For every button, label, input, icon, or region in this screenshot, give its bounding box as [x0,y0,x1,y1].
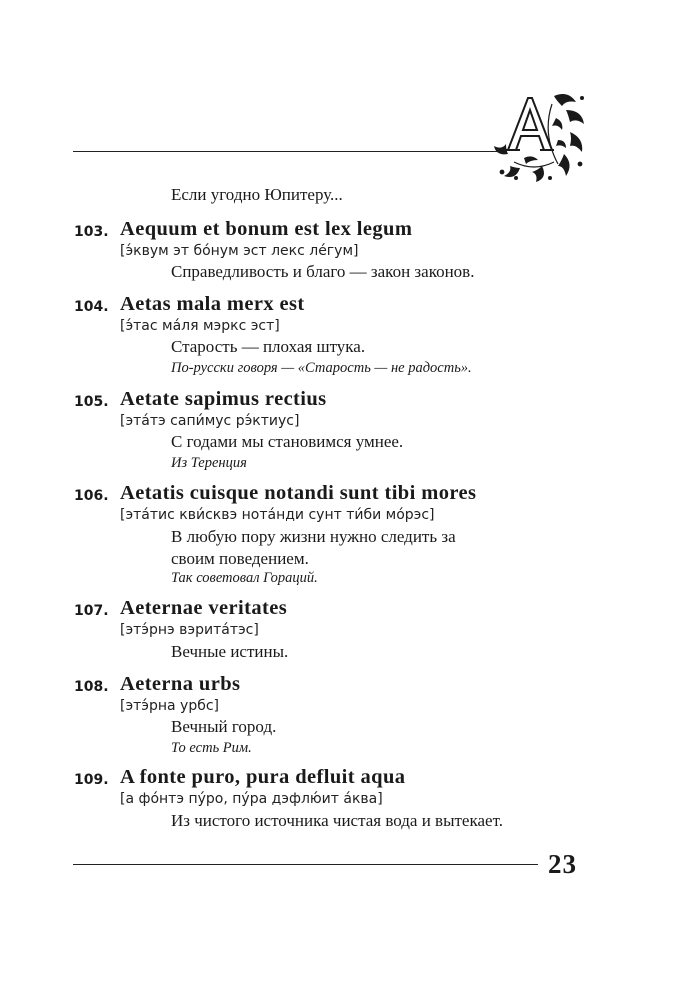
entry-note: Так советовал Гораций. [171,570,318,586]
latin-phrase: Aetate sapimus rectius [120,388,327,410]
latin-phrase: Aetatis cuisque notandi sunt tibi mores [120,482,477,504]
latin-phrase: Aeternae veritates [120,597,288,619]
pronunciation: [эта́тэ сапи́мус рэ́ктиус] [120,413,300,429]
page-number: 23 [548,849,577,879]
pronunciation: [а фо́нтэ пу́ро, пу́ра дэфлю́ит а́ква] [120,791,383,807]
ornament-letter-a-icon [494,88,586,184]
translation-line: своим поведением. [171,549,309,568]
header-rule [73,151,503,152]
continuation-text: Если угодно Юпитеру... [171,185,343,204]
entry-number: 108. [74,679,109,695]
translation-line: Справедливость и благо — закон законов. [171,262,475,281]
entry-note: Из Теренция [171,455,247,471]
latin-phrase: Aetas mala merx est [120,293,305,315]
translation-line: Старость — плохая штука. [171,337,366,356]
latin-phrase: Aequum et bonum est lex legum [120,218,413,240]
pronunciation: [э́квум эт бо́нум эст лекс ле́гум] [120,243,359,259]
translation-line: Из чистого источника чистая вода и вытекает. [171,811,503,830]
translation-line: В любую пору жизни нужно следить за [171,527,456,546]
latin-phrase: A fonte puro, pura defluit aqua [120,766,406,788]
entry-number: 103. [74,224,109,240]
translation-line: С годами мы становимся умнее. [171,432,404,451]
entry-note: То есть Рим. [171,740,252,756]
pronunciation: [этэ́рнэ вэрита́тэс] [120,622,259,638]
entry-note: По-русски говоря — «Старость — не радость». [171,360,472,376]
translation-line: Вечный город. [171,717,277,736]
entry-number: 105. [74,394,109,410]
entry-number: 107. [74,603,109,619]
translation-line: Вечные истины. [171,642,289,661]
pronunciation: [эта́тис кви́сквэ нота́нди сунт ти́би мо́рэс] [120,507,435,523]
entry-number: 104. [74,299,109,315]
pronunciation: [этэ́рна урбс] [120,698,220,714]
latin-phrase: Aeterna urbs [120,673,241,695]
pronunciation: [э́тас ма́ля мэркс эст] [120,318,280,334]
entry-number: 106. [74,488,109,504]
entry-number: 109. [74,772,109,788]
footer-rule [73,864,538,865]
